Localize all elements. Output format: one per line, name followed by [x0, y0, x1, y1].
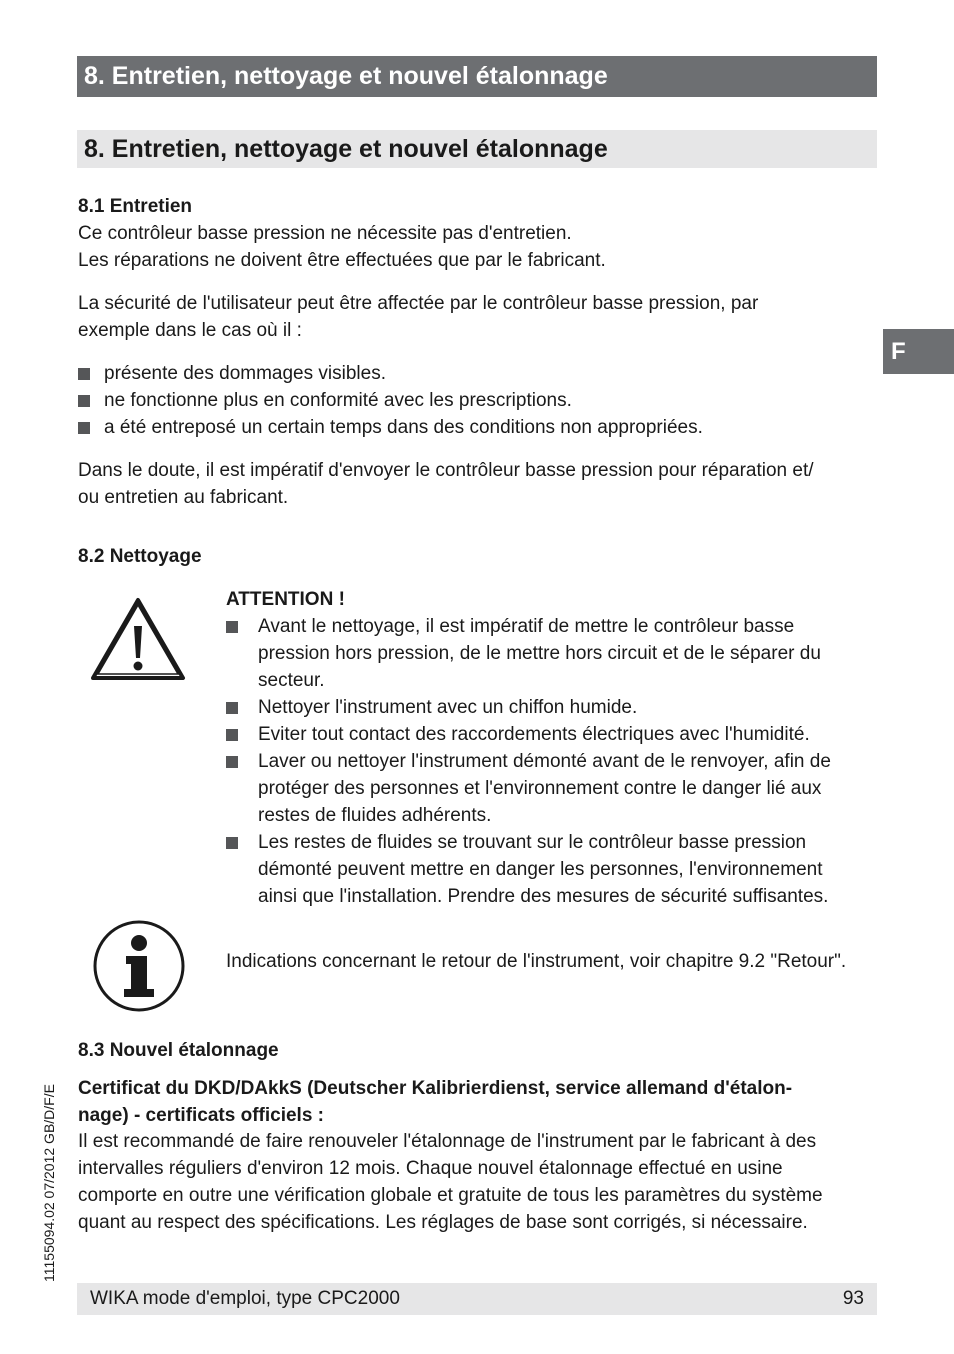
list-item [78, 360, 868, 387]
bullet-square-icon [226, 756, 238, 768]
list-item [78, 387, 868, 414]
list-item-text: protéger des personnes et l'environnement contre le danger lié aux [258, 778, 822, 799]
bullet-square-icon [226, 621, 238, 633]
list-item-text: Avant le nettoyage, il est impératif de mettre le contrôleur basse [258, 616, 795, 637]
text-line: quant au respect des spécifications. Les réglages de base sont corrigés, si nécessaire. [78, 1212, 808, 1233]
text-line: Dans le doute, il est impératif d'envoyer le contrôleur basse pression pour réparation et/ [78, 460, 814, 481]
heading-8-2: 8.2 Nettoyage [78, 546, 202, 567]
text-line: Ce contrôleur basse pression ne nécessite pas d'entretien. [78, 223, 572, 244]
s81-para2 [78, 290, 758, 344]
list-item-text: pression hors pression, de le mettre hors circuit et de le séparer du [258, 643, 821, 664]
text-line: Certificat du DKD/DAkkS (Deutscher Kalibrierdienst, service allemand d'étalon- [78, 1078, 793, 1099]
text-line: La sécurité de l'utilisateur peut être affectée par le contrôleur basse pression, par [78, 293, 759, 314]
bullet-square-icon [78, 395, 90, 407]
s81-bullet-list [78, 360, 868, 441]
list-item-text: Laver ou nettoyer l'instrument démonté avant de le renvoyer, afin de [258, 751, 831, 772]
list-item-text: ne fonctionne plus en conformité avec les prescriptions. [104, 390, 572, 411]
list-item [226, 748, 876, 829]
list-item-text: Eviter tout contact des raccordements électriques avec l'humidité. [258, 724, 810, 745]
list-item [226, 613, 876, 694]
text-line: nage) - certificats officiels : [78, 1105, 325, 1126]
page-footer [77, 1283, 877, 1315]
section-title: 8. Entretien, nettoyage et nouvel étalonnage [77, 130, 877, 168]
language-tab[interactable]: F [883, 329, 954, 374]
bullet-square-icon [226, 702, 238, 714]
page-number: 93 [842, 1288, 864, 1309]
list-item [226, 721, 876, 748]
text-line: Les réparations ne doivent être effectuées que par le fabricant. [78, 250, 606, 271]
info-text: Indications concernant le retour de l'instrument, voir chapitre 9.2 "Retour". [226, 951, 847, 972]
s82-bullet-list [226, 613, 876, 910]
s81-para3 [78, 457, 814, 511]
s83-bold-text [78, 1075, 792, 1129]
info-icon [92, 919, 186, 1013]
attention-label: ATTENTION ! [226, 589, 345, 610]
bullet-square-icon [226, 729, 238, 741]
heading-8-1: 8.1 Entretien [78, 196, 193, 217]
s83-text [78, 1128, 823, 1236]
text-line: comporte en outre une vérification globale et gratuite de tous les paramètres du système [78, 1185, 823, 1206]
list-item-text: Nettoyer l'instrument avec un chiffon humide. [258, 697, 638, 718]
s81-text [78, 220, 606, 274]
list-item-text: démonté peuvent mettre en danger les personnes, l'environnement [258, 859, 823, 880]
list-item-text: a été entreposé un certain temps dans des conditions non appropriées. [104, 417, 703, 438]
text-line: intervalles réguliers d'environ 12 mois. Chaque nouvel étalonnage effectué en usine [78, 1158, 783, 1179]
list-item-text: présente des dommages visibles. [104, 363, 386, 384]
page-header: 8. Entretien, nettoyage et nouvel étalonnage [77, 56, 877, 97]
text-line: exemple dans le cas où il : [78, 320, 302, 341]
list-item-text: Les restes de fluides se trouvant sur le contrôleur basse pression [258, 832, 807, 853]
warning-triangle-icon [90, 596, 186, 682]
text-line: Il est recommandé de faire renouveler l'étalonnage de l'instrument par le fabricant à des [78, 1131, 817, 1152]
footer-title: WIKA mode d'emploi, type CPC2000 [90, 1288, 400, 1309]
list-item [226, 829, 876, 910]
list-item [226, 694, 876, 721]
list-item [78, 414, 868, 441]
list-item-text: secteur. [258, 670, 325, 691]
text-line: ou entretien au fabricant. [78, 487, 289, 508]
bullet-square-icon [78, 422, 90, 434]
heading-8-3: 8.3 Nouvel étalonnage [78, 1040, 279, 1061]
list-item-text: restes de fluides adhérents. [258, 805, 492, 826]
bullet-square-icon [78, 368, 90, 380]
list-item-text: ainsi que l'installation. Prendre des mesures de sécurité suffisantes. [258, 886, 829, 907]
document-code: 11155094.02 07/2012 GB/D/F/E [41, 1084, 57, 1282]
bullet-square-icon [226, 837, 238, 849]
